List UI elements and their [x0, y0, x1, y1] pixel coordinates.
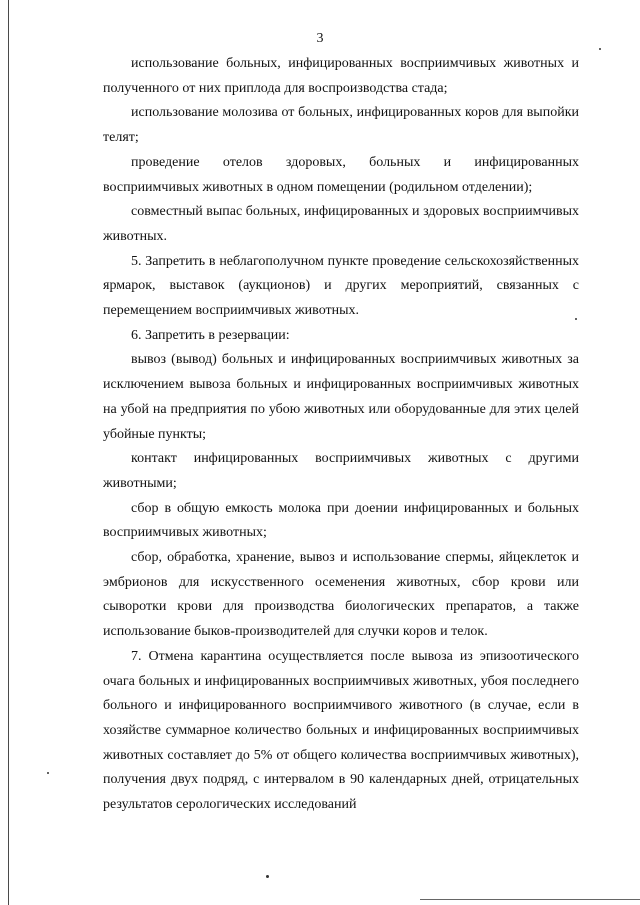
paragraph: 5. Запретить в неблагополучном пункте проведение сельскохозяйственных ярмарок, выставок (аукционов) и других мероприятий, связанных с перемещением восприимчивых животных.	[103, 253, 579, 319]
scan-speck	[266, 875, 269, 878]
paragraph: совместный выпас больных, инфицированных и здоровых восприимчивых животных.	[103, 204, 579, 244]
paragraph: сбор, обработка, хранение, вывоз и использование спермы, яйцеклеток и эмбрионов для искусственного осеменения животных, сбор крови или сыворотки крови для производства биологических препаратов, а также использование быков-производителей для случки коров и телок.	[103, 550, 579, 640]
paragraph: вывоз (вывод) больных и инфицированных восприимчивых животных за исключением вывоза больных и инфицированных восприимчивых животных на убой на предприятия по убою животных или оборудованные для этих целей убойные пункты;	[103, 352, 579, 442]
paragraph: 7. Отмена карантина осуществляется после вывоза из эпизоотического очага больных и инфицированных восприимчивых животных, убоя последнего больного и инфицированного восприимчивого животного (в случае, если в хозяйстве суммарное количество больных и инфицированных восприимчивых животных составляет до 5% от общего количества восприимчивых животных), получения двух подряд, с интервалом в 90 календарных дней, отрицательных результатов серологических исследований	[103, 648, 579, 813]
paragraph: проведение отелов здоровых, больных и инфицированных восприимчивых животных в одном помещении (родильном отделении);	[103, 154, 579, 195]
scan-bottom-edge	[420, 899, 640, 900]
body-text	[103, 52, 579, 818]
paragraph: использование молозива от больных, инфицированных коров для выпойки телят;	[103, 105, 579, 146]
paragraph: использование больных, инфицированных восприимчивых животных и полученного от них приплода для воспроизводства стада;	[103, 56, 579, 96]
scan-speck	[575, 318, 577, 320]
scan-speck	[47, 772, 49, 774]
scan-left-edge	[8, 0, 9, 905]
paragraph: 6. Запретить в резервации:	[131, 327, 290, 343]
scan-speck	[599, 48, 601, 50]
paragraph: сбор в общую емкость молока при доении инфицированных и больных восприимчивых животных;	[103, 500, 579, 541]
page-number: 3	[316, 31, 324, 46]
paragraph: контакт инфицированных восприимчивых животных с другими животными;	[103, 451, 579, 491]
